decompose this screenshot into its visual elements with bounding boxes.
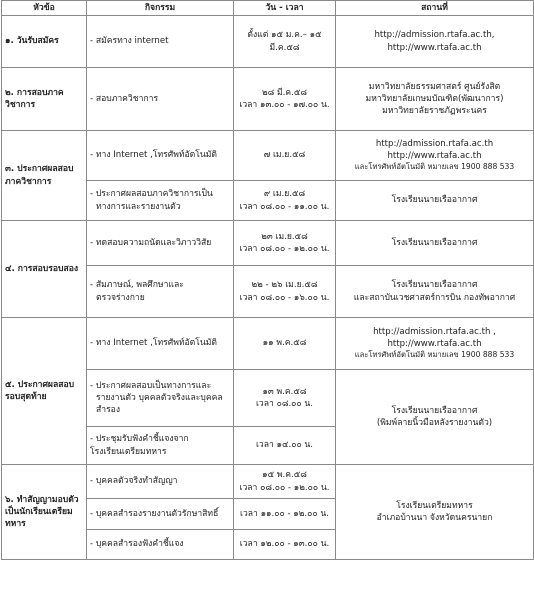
place-cell — [336, 318, 534, 370]
place-line: มหาวิทยาลัยราชภัฏพระนคร — [382, 106, 487, 117]
datetime-cell — [234, 266, 336, 318]
datetime-cell: เวลา ๑๔.๐๐ น. — [234, 427, 336, 465]
datetime-cell: เวลา ๑๑.๐๐ - ๑๒.๐๐ น. — [234, 499, 336, 530]
activity-line: รายงานตัว บุคคลตัวจริงและบุคคล — [96, 392, 223, 403]
topic-cell: ๑. วันรับสมัคร — [2, 16, 87, 68]
table-row — [2, 68, 534, 131]
place-line: และโทรศัพท์อัตโนมัติ หมายเลข 1900 888 533 — [354, 350, 515, 360]
date-line: ๑๓ พ.ค.๕๘ — [262, 386, 307, 397]
topic-cell: ๔. การสอบรอบสอง — [2, 221, 87, 318]
place-line: http://www.rtafa.ac.th — [387, 42, 482, 53]
activity-line: โรงเรียนเตรียมทหาร — [90, 446, 167, 457]
activity-cell — [87, 181, 234, 221]
place-line: มหาวิทยาลัยธรรมศาสตร์ ศูนย์รังสิต — [368, 81, 501, 92]
activity-cell: - ทาง Internet ,โทรศัพท์อัตโนมัติ — [87, 131, 234, 181]
place-cell — [336, 68, 534, 131]
topic-cell — [2, 131, 87, 221]
topic-cell — [2, 68, 87, 131]
topic-line: ภาควิชาการ — [5, 176, 52, 187]
topic-line: เป็นนักเรียนเตรียม — [5, 506, 73, 517]
datetime-cell: ๑๑ พ.ค.๕๘ — [234, 318, 336, 370]
header-row — [2, 1, 534, 16]
activity-cell: - สอบภาควิชาการ — [87, 68, 234, 131]
topic-line: รอบสุดท้าย — [5, 392, 47, 402]
table-row — [2, 465, 534, 499]
activity-cell: - บุคคลสำรองรายงานตัวรักษาสิทธิ์ — [87, 499, 234, 530]
table-row — [2, 131, 534, 181]
date-line: ๒๒ - ๒๖ เม.ย.๕๘ — [251, 280, 318, 291]
header-place: สถานที่ — [336, 1, 534, 16]
activity-cell — [87, 427, 234, 465]
activity-cell: - สมัครทาง internet — [87, 16, 234, 68]
header-datetime: วัน - เวลา — [234, 1, 336, 16]
activity-line: - ประกาศผลสอบภาควิชาการเป็น — [90, 189, 213, 200]
place-line: โรงเรียนนายเรืออากาศ — [391, 280, 478, 291]
activity-cell: - ทาง Internet ,โทรศัพท์อัตโนมัติ — [87, 318, 234, 370]
place-line: อำเภอบ้านนา จังหวัดนครนายก — [376, 513, 493, 523]
time-line: เวลา ๐๘.๐๐ - ๑๒.๐๐ น. — [239, 244, 330, 254]
activity-cell: - บุคคลสำรองฟังคำชี้แจง — [87, 530, 234, 560]
time-line: เวลา ๑๓.๐๐ - ๑๗.๐๐ น. — [239, 100, 330, 110]
place-cell — [336, 266, 534, 318]
time-line: เวลา ๐๘.๐๐ - ๑๖.๐๐ น. — [239, 292, 330, 303]
date-line: ๒๓ เม.ย.๕๘ — [261, 231, 308, 242]
header-topic: หัวข้อ — [2, 1, 87, 16]
datetime-cell — [234, 221, 336, 266]
datetime-cell — [234, 68, 336, 131]
activity-line: - ประกาศผลสอบเป็นทางการและ — [90, 380, 212, 391]
place-line: โรงเรียนนายเรืออากาศ — [391, 405, 478, 416]
place-cell: โรงเรียนนายเรืออากาศ — [336, 221, 534, 266]
topic-line: ๓. ประกาศผลสอบ — [5, 164, 74, 175]
activity-line: - ประชุมรับฟังคำชี้แจงจาก — [90, 434, 189, 445]
place-cell — [336, 131, 534, 181]
activity-cell: - บุคคลตัวจริงทำสัญญา — [87, 465, 234, 499]
place-line: มหาวิทยาลัยเกษมบัณฑิต(พัฒนาการ) — [365, 93, 504, 104]
place-cell — [336, 16, 534, 68]
datetime-cell: เวลา ๑๒.๐๐ - ๑๓.๐๐ น. — [234, 530, 336, 560]
place-cell — [336, 465, 534, 560]
table-row — [2, 318, 534, 370]
topic-line: ๖. ทำสัญญามอบตัว — [5, 494, 79, 505]
topic-line: วิชาการ — [5, 100, 36, 110]
time-line: เวลา ๐๘.๐๐ น. — [255, 399, 314, 409]
place-line: และโทรศัพท์อัตโนมัติ หมายเลข 1900 888 533 — [354, 162, 515, 172]
activity-line: ทางการและรายงานตัว — [96, 201, 181, 212]
topic-line: ทหาร — [5, 519, 26, 530]
topic-cell — [2, 318, 87, 465]
activity-cell: - ทดสอบความถนัดและวิภาววิสัย — [87, 221, 234, 266]
place-line: http://admission.rtafa.ac.th, — [374, 30, 495, 41]
datetime-cell — [234, 181, 336, 221]
date-line: ๒๘ มี.ค.๕๘ — [261, 87, 308, 98]
activity-cell — [87, 266, 234, 318]
date-line: ๑๕ พ.ค.๕๘ — [262, 470, 307, 481]
place-cell: โรงเรียนนายเรืออากาศ — [336, 181, 534, 221]
topic-line: ๕. ประกาศผลสอบ — [5, 379, 75, 390]
activity-line: ตรวจร่างกาย — [96, 292, 145, 303]
datetime-cell — [234, 465, 336, 499]
activity-line: - สัมภาษณ์, พลศึกษาและ — [90, 280, 184, 291]
date-line: ๙ เม.ย.๕๘ — [263, 189, 306, 200]
datetime-cell: ๗ เม.ย.๕๘ — [234, 131, 336, 181]
place-line: และสถาบันเวชศาสตร์การบิน กองทัพอากาศ — [353, 292, 516, 303]
place-line: โรงเรียนเตรียมทหาร — [396, 500, 473, 511]
header-activity: กิจกรรม — [87, 1, 234, 16]
place-line: http://www.rtafa.ac.th — [387, 339, 482, 350]
time-line: เวลา ๐๘.๐๐ - ๑๑.๐๐ น. — [239, 201, 330, 212]
place-cell — [336, 370, 534, 465]
place-line: http://www.rtafa.ac.th — [387, 151, 482, 162]
place-line: http://admission.rtafa.ac.th , — [373, 326, 496, 337]
table-row — [2, 221, 534, 266]
activity-line: สำรอง — [96, 405, 121, 416]
datetime-cell — [234, 370, 336, 427]
activity-cell — [87, 370, 234, 427]
place-line: (พิมพ์ลายนิ้วมือหลังรายงานตัว) — [376, 418, 493, 428]
datetime-cell: ตั้งแต่ ๑๕ ม.ค.– ๑๕ มี.ค.๕๘ — [234, 16, 336, 68]
place-line: http://admission.rtafa.ac.th — [375, 138, 494, 149]
time-line: เวลา ๐๘.๐๐ - ๑๒.๐๐ น. — [239, 482, 330, 493]
topic-line: ๒. การสอบภาค — [5, 87, 64, 98]
schedule-table — [1, 0, 534, 560]
table-row — [2, 16, 534, 68]
topic-cell — [2, 465, 87, 560]
